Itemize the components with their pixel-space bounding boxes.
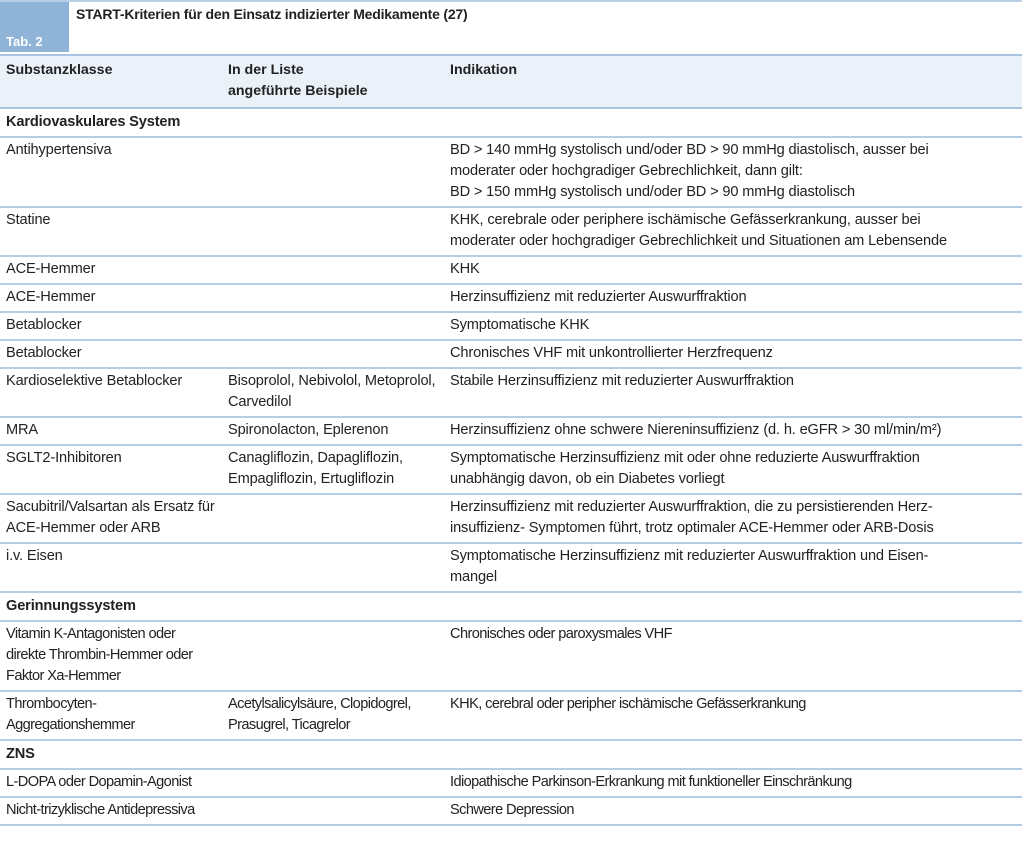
cell-indikation: KHK	[444, 256, 1022, 284]
cell-indikation: Chronisches oder paroxysmales VHF	[444, 621, 1022, 691]
cell-indikation: Herzinsuffizienz mit reduzierter Auswurffraktion	[444, 284, 1022, 312]
cell-beispiele	[222, 769, 444, 797]
cell-substanzklasse: MRA	[0, 417, 222, 445]
table-row	[0, 543, 1022, 592]
cell-substanzklasse: Betablocker	[0, 312, 222, 340]
cell-indikation: Symptomatische Herzinsuffizienz mit oder ohne reduzierte Auswurffraktion unabhängig davon, ob ein Diabetes vorliegt	[444, 445, 1022, 494]
cell-indikation: Symptomatische KHK	[444, 312, 1022, 340]
header-row	[0, 55, 1022, 108]
criteria-table	[0, 54, 1022, 826]
table-row	[0, 284, 1022, 312]
section-row	[0, 108, 1022, 137]
cell-substanzklasse: Sacubitril/Valsartan als Ersatz für ACE-Hemmer oder ARB	[0, 494, 222, 543]
header-beispiele-text: In der Liste angeführte Beispiele	[228, 62, 368, 99]
cell-indikation: Chronisches VHF mit unkontrollierter Herzfrequenz	[444, 340, 1022, 368]
cell-substanzklasse: i.v. Eisen	[0, 543, 222, 592]
header-substanzklasse: Substanzklasse	[0, 55, 222, 108]
table-title-band	[0, 0, 1022, 54]
cell-indikation: Symptomatische Herzinsuffizienz mit reduzierter Auswurffraktion und Eisen- mangel	[444, 543, 1022, 592]
cell-indikation: BD > 140 mmHg systolisch und/oder BD > 90 mmHg diastolisch, ausser bei moderater oder hochgradiger Gebrechlichkeit, dann gilt: BD > 150 mmHg systolisch und/oder BD > 90 mmHg diastolisch	[444, 137, 1022, 207]
section-row	[0, 592, 1022, 621]
cell-beispiele	[222, 207, 444, 256]
cell-indikation: Idiopathische Parkinson-Erkrankung mit funktioneller Einschränkung	[444, 769, 1022, 797]
header-beispiele	[222, 55, 444, 108]
cell-indikation: Herzinsuffizienz ohne schwere Niereninsuffizienz (d. h. eGFR > 30 ml/min/m²)	[444, 417, 1022, 445]
table-row	[0, 417, 1022, 445]
cell-beispiele	[222, 543, 444, 592]
cell-substanzklasse: ACE-Hemmer	[0, 256, 222, 284]
table-row	[0, 797, 1022, 825]
cell-beispiele	[222, 340, 444, 368]
cell-beispiele: Acetylsalicylsäure, Clopidogrel, Prasugrel, Ticagrelor	[222, 691, 444, 740]
cell-indikation: Stabile Herzinsuffizienz mit reduzierter Auswurffraktion	[444, 368, 1022, 417]
cell-beispiele	[222, 256, 444, 284]
cell-substanzklasse: Statine	[0, 207, 222, 256]
table-row	[0, 312, 1022, 340]
cell-substanzklasse: Nicht-trizyklische Antidepressiva	[0, 797, 222, 825]
cell-beispiele	[222, 494, 444, 543]
table-row	[0, 691, 1022, 740]
cell-substanzklasse: Thrombocyten-Aggregationshemmer	[0, 691, 222, 740]
table-row	[0, 340, 1022, 368]
cell-beispiele	[222, 312, 444, 340]
table-row	[0, 769, 1022, 797]
cell-beispiele: Bisoprolol, Nebivolol, Metoprolol, Carvedilol	[222, 368, 444, 417]
table-row	[0, 207, 1022, 256]
table-body	[0, 108, 1022, 825]
cell-beispiele: Spironolacton, Eplerenon	[222, 417, 444, 445]
cell-indikation: KHK, cerebral oder peripher ischämische Gefässerkrankung	[444, 691, 1022, 740]
cell-beispiele: Canagliflozin, Dapagliflozin, Empagliflozin, Ertugliflozin	[222, 445, 444, 494]
cell-beispiele	[222, 284, 444, 312]
section-heading: Kardiovaskulares System	[0, 108, 1022, 137]
cell-indikation: Herzinsuffizienz mit reduzierter Auswurffraktion, die zu persistierenden Herz- insuffizienz- Symptomen führt, trotz optimaler ACE-Hemmer oder ARB-Dosis	[444, 494, 1022, 543]
section-row	[0, 740, 1022, 769]
table-row	[0, 137, 1022, 207]
table-row	[0, 368, 1022, 417]
cell-beispiele	[222, 797, 444, 825]
cell-beispiele	[222, 137, 444, 207]
header-indikation: Indikation	[444, 55, 1022, 108]
cell-substanzklasse: L-DOPA oder Dopamin-Agonist	[0, 769, 222, 797]
table-row	[0, 621, 1022, 691]
table-number-tab: Tab. 2	[0, 2, 69, 52]
section-heading: ZNS	[0, 740, 1022, 769]
table-row	[0, 445, 1022, 494]
cell-beispiele	[222, 621, 444, 691]
table-title: START-Kriterien für den Einsatz indizierter Medikamente (27)	[76, 6, 468, 22]
cell-substanzklasse: Betablocker	[0, 340, 222, 368]
cell-substanzklasse: Kardioselektive Betablocker	[0, 368, 222, 417]
section-heading: Gerinnungssystem	[0, 592, 1022, 621]
cell-substanzklasse: SGLT2-Inhibitoren	[0, 445, 222, 494]
cell-substanzklasse: Vitamin K-Antagonisten oder direkte Thrombin-Hemmer oder Faktor Xa-Hemmer	[0, 621, 222, 691]
table-row	[0, 494, 1022, 543]
cell-indikation: KHK, cerebrale oder periphere ischämische Gefässerkrankung, ausser bei moderater oder hochgradiger Gebrechlichkeit und Situationen am Lebensende	[444, 207, 1022, 256]
cell-substanzklasse: ACE-Hemmer	[0, 284, 222, 312]
cell-substanzklasse: Antihypertensiva	[0, 137, 222, 207]
table-row	[0, 256, 1022, 284]
cell-indikation: Schwere Depression	[444, 797, 1022, 825]
